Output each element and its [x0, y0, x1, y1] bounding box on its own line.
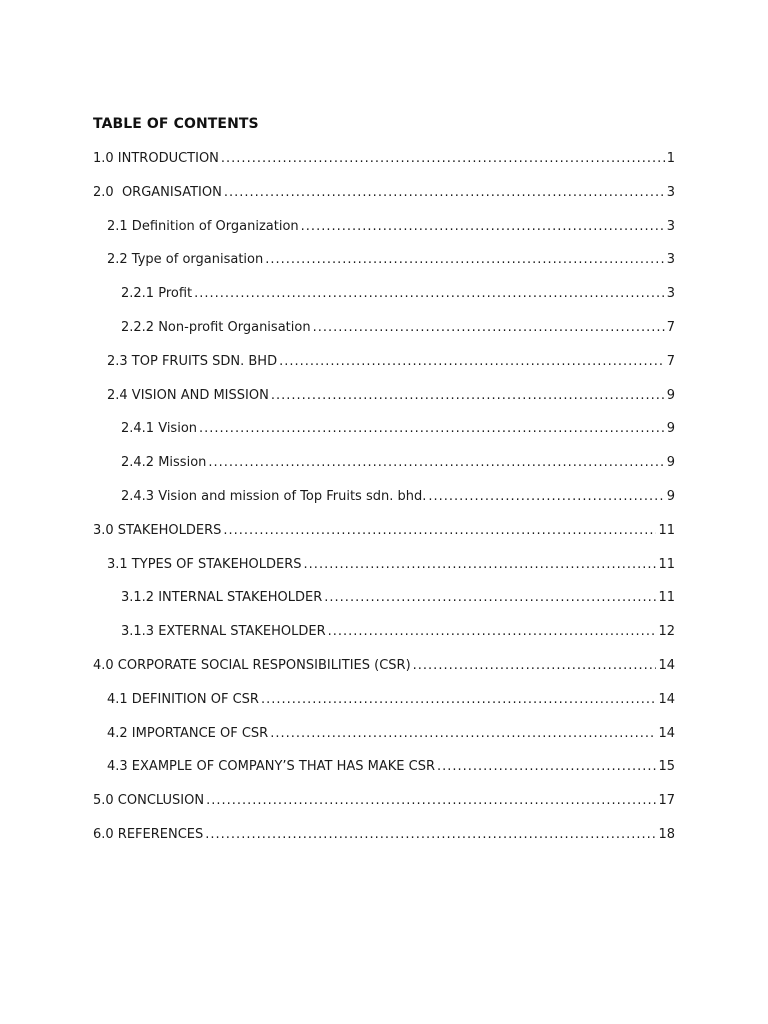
toc-entry-label: 2.2.2 Non-profit Organisation: [121, 319, 311, 335]
dot-leader: [223, 520, 656, 542]
toc-entry[interactable]: [93, 283, 675, 317]
toc-entry[interactable]: [93, 587, 675, 621]
toc-list: [93, 148, 675, 858]
dot-leader: [270, 723, 656, 745]
toc-entry-page-number: 9: [666, 488, 675, 504]
toc-entry-page-number: 14: [658, 691, 675, 707]
toc-entry-page-number: 7: [666, 353, 675, 369]
toc-entry-label: 5.0 CONCLUSION: [93, 793, 205, 809]
dot-leader: [279, 351, 665, 373]
toc-entry-page-number: 17: [658, 793, 675, 809]
toc-entry-page-number: 14: [658, 725, 675, 741]
toc-entry-label: 2.3 TOP FRUITS SDN. BHD: [107, 353, 278, 369]
toc-entry-label: 2.2.1 Profit: [121, 286, 193, 302]
toc-entry-label: 4.2 IMPORTANCE OF CSR: [107, 725, 269, 741]
dot-leader: [224, 182, 665, 204]
toc-entry-page-number: 3: [666, 252, 675, 268]
toc-entry[interactable]: [93, 520, 675, 554]
toc-entry[interactable]: [93, 790, 675, 824]
toc-entry[interactable]: [93, 148, 675, 182]
toc-entry-label: 2.4 VISION AND MISSION: [107, 387, 269, 403]
toc-entry[interactable]: [93, 216, 675, 250]
toc-entry[interactable]: [93, 723, 675, 757]
dot-leader: [437, 756, 656, 778]
toc-entry-page-number: 3: [666, 286, 675, 302]
toc-entry-page-number: 7: [666, 319, 675, 335]
dot-leader: [304, 554, 657, 576]
dot-leader: [265, 249, 664, 271]
toc-entry-label: 2.4.2 Mission: [121, 455, 207, 471]
toc-entry[interactable]: [93, 452, 675, 486]
dot-leader: [271, 385, 665, 407]
toc-entry-page-number: 1: [666, 151, 675, 166]
toc-entry[interactable]: [93, 824, 675, 858]
toc-entry-page-number: 11: [658, 522, 675, 538]
toc-entry[interactable]: [93, 385, 675, 419]
dot-leader: [205, 824, 656, 846]
dot-leader: [301, 216, 665, 238]
toc-entry-label: 3.1 TYPES OF STAKEHOLDERS: [107, 556, 302, 572]
toc-entry-page-number: 15: [658, 759, 675, 775]
toc-entry-label: 4.3 EXAMPLE OF COMPANY’S THAT HAS MAKE CSR: [107, 759, 435, 775]
toc-entry[interactable]: [93, 182, 675, 216]
dot-leader: [194, 283, 665, 305]
toc-entry[interactable]: [93, 554, 675, 588]
toc-entry-label: 6.0 REFERENCES: [93, 826, 204, 842]
dot-leader: [221, 148, 665, 170]
toc-entry-page-number: 3: [666, 218, 675, 234]
toc-entry-label: 2.1 Definition of Organization: [107, 218, 299, 234]
toc-entry-page-number: 3: [666, 184, 675, 200]
toc-entry[interactable]: [93, 418, 675, 452]
dot-leader: [208, 452, 664, 474]
toc-entry[interactable]: [93, 317, 675, 351]
dot-leader: [328, 621, 657, 643]
toc-entry[interactable]: [93, 689, 675, 723]
toc-heading: TABLE OF CONTENTS: [93, 116, 259, 132]
toc-entry[interactable]: [93, 756, 675, 790]
toc-entry-label: 4.0 CORPORATE SOCIAL RESPONSIBILITIES (CSR): [93, 657, 411, 673]
toc-entry[interactable]: [93, 351, 675, 385]
toc-entry-label: 2.4.1 Vision: [121, 421, 198, 437]
toc-entry-page-number: 9: [666, 421, 675, 437]
toc-entry-label: 2.4.3 Vision and mission of Top Fruits sdn. bhd.: [121, 488, 427, 504]
dot-leader: [206, 790, 656, 812]
toc-entry-label: 2.0 ORGANISATION: [93, 184, 222, 200]
dot-leader: [313, 317, 665, 339]
toc-entry[interactable]: [93, 655, 675, 689]
toc-entry-page-number: 11: [658, 590, 675, 606]
toc-entry-page-number: 18: [658, 826, 675, 842]
toc-entry-label: 3.1.3 EXTERNAL STAKEHOLDER: [121, 624, 326, 640]
toc-entry[interactable]: [93, 249, 675, 283]
dot-leader: [428, 486, 664, 508]
toc-entry-label: 4.1 DEFINITION OF CSR: [107, 691, 259, 707]
toc-entry-label: 3.1.2 INTERNAL STAKEHOLDER: [121, 590, 323, 606]
toc-entry-label: 2.2 Type of organisation: [107, 252, 264, 268]
toc-entry-page-number: 12: [658, 624, 675, 640]
toc-entry-page-number: 9: [666, 455, 675, 471]
toc-entry-page-number: 9: [666, 387, 675, 403]
dot-leader: [324, 587, 656, 609]
toc-entry[interactable]: [93, 621, 675, 655]
toc-entry-page-number: 11: [658, 556, 675, 572]
dot-leader: [413, 655, 657, 677]
toc-entry-label: 1.0 INTRODUCTION: [93, 151, 219, 166]
toc-entry-label: 3.0 STAKEHOLDERS: [93, 522, 222, 538]
dot-leader: [261, 689, 656, 711]
toc-entry[interactable]: [93, 486, 675, 520]
toc-entry-page-number: 14: [658, 657, 675, 673]
dot-leader: [199, 418, 665, 440]
